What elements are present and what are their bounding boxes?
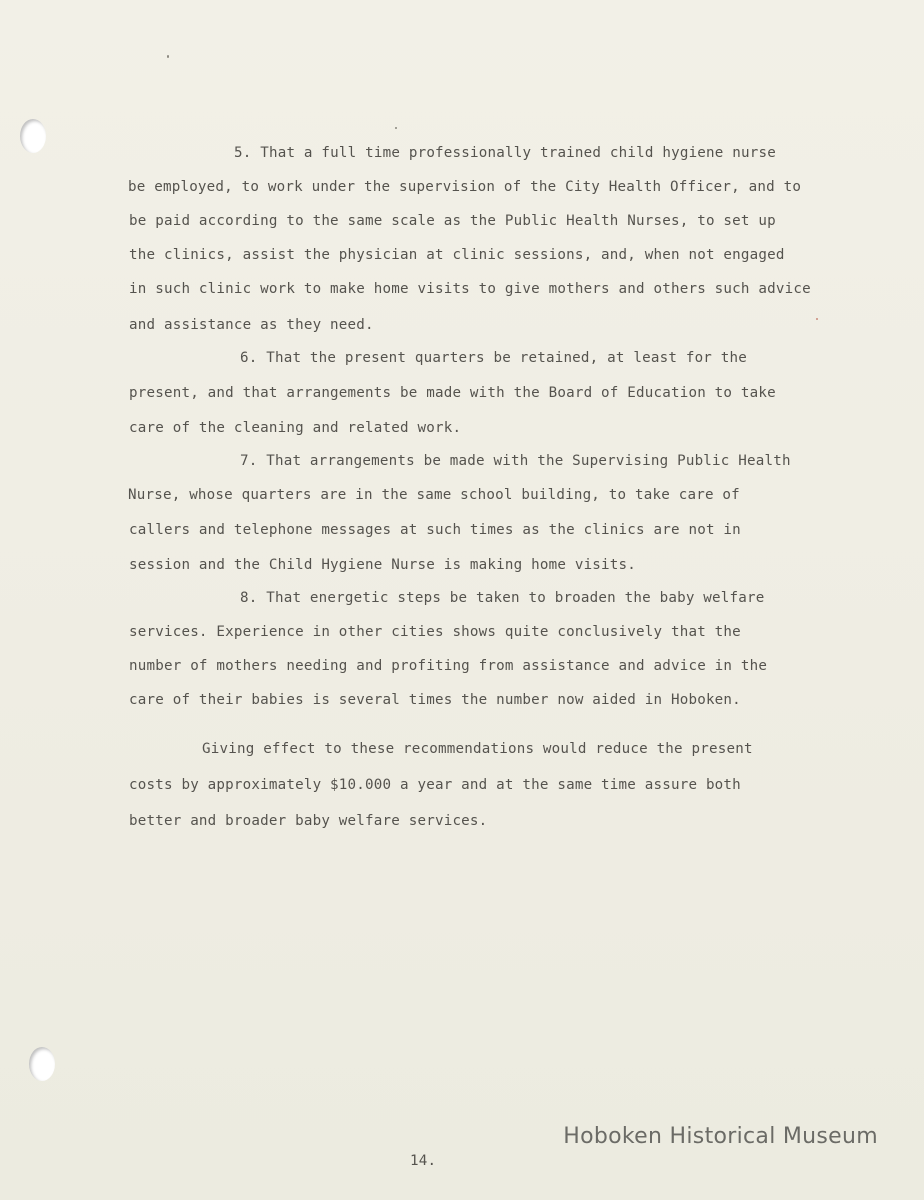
paper-speck	[395, 127, 397, 129]
paragraph-8-line-3: number of mothers needing and profiting from assistance and advice in the	[129, 658, 768, 674]
paragraph-8-line-4: care of their babies is several times the number now aided in Hoboken.	[129, 692, 741, 708]
paragraph-5-line-3: be paid according to the same scale as the Public Health Nurses, to set up	[129, 213, 776, 229]
paragraph-6-line-2: present, and that arrangements be made with the Board of Education to take	[129, 385, 776, 401]
punch-hole-bottom	[29, 1047, 55, 1081]
conclusion-line-3: better and broader baby welfare services.	[129, 813, 488, 829]
paragraph-5-line-6: and assistance as they need.	[129, 317, 374, 333]
paragraph-7-line-4: session and the Child Hygiene Nurse is making home visits.	[129, 557, 637, 573]
museum-watermark: Hoboken Historical Museum	[563, 1124, 878, 1149]
punch-hole-top	[20, 119, 46, 153]
conclusion-line-1: Giving effect to these recommendations would reduce the present	[202, 741, 753, 757]
paragraph-6-line-3: care of the cleaning and related work.	[129, 420, 462, 436]
paragraph-5-line-4: the clinics, assist the physician at clinic sessions, and, when not engaged	[129, 247, 785, 263]
page-number: 14.	[410, 1153, 437, 1169]
paragraph-8-line-1: 8. That energetic steps be taken to broaden the baby welfare	[240, 590, 765, 606]
paragraph-5-line-5: in such clinic work to make home visits to give mothers and others such advice	[129, 281, 811, 297]
conclusion-line-2: costs by approximately $10.000 a year and at the same time assure both	[129, 777, 741, 793]
paper-speck	[816, 318, 818, 320]
paragraph-5-line-2: be employed, to work under the supervision of the City Health Officer, and to	[128, 179, 802, 195]
paragraph-6-line-1: 6. That the present quarters be retained, at least for the	[240, 350, 748, 366]
paragraph-5-line-1: 5. That a full time professionally trained child hygiene nurse	[234, 145, 776, 161]
paragraph-7-line-3: callers and telephone messages at such times as the clinics are not in	[129, 522, 741, 538]
paragraph-7-line-1: 7. That arrangements be made with the Supervising Public Health	[240, 453, 791, 469]
paragraph-8-line-2: services. Experience in other cities shows quite conclusively that the	[129, 624, 741, 640]
paper-speck	[167, 55, 169, 58]
paragraph-7-line-2: Nurse, whose quarters are in the same school building, to take care of	[128, 487, 740, 503]
